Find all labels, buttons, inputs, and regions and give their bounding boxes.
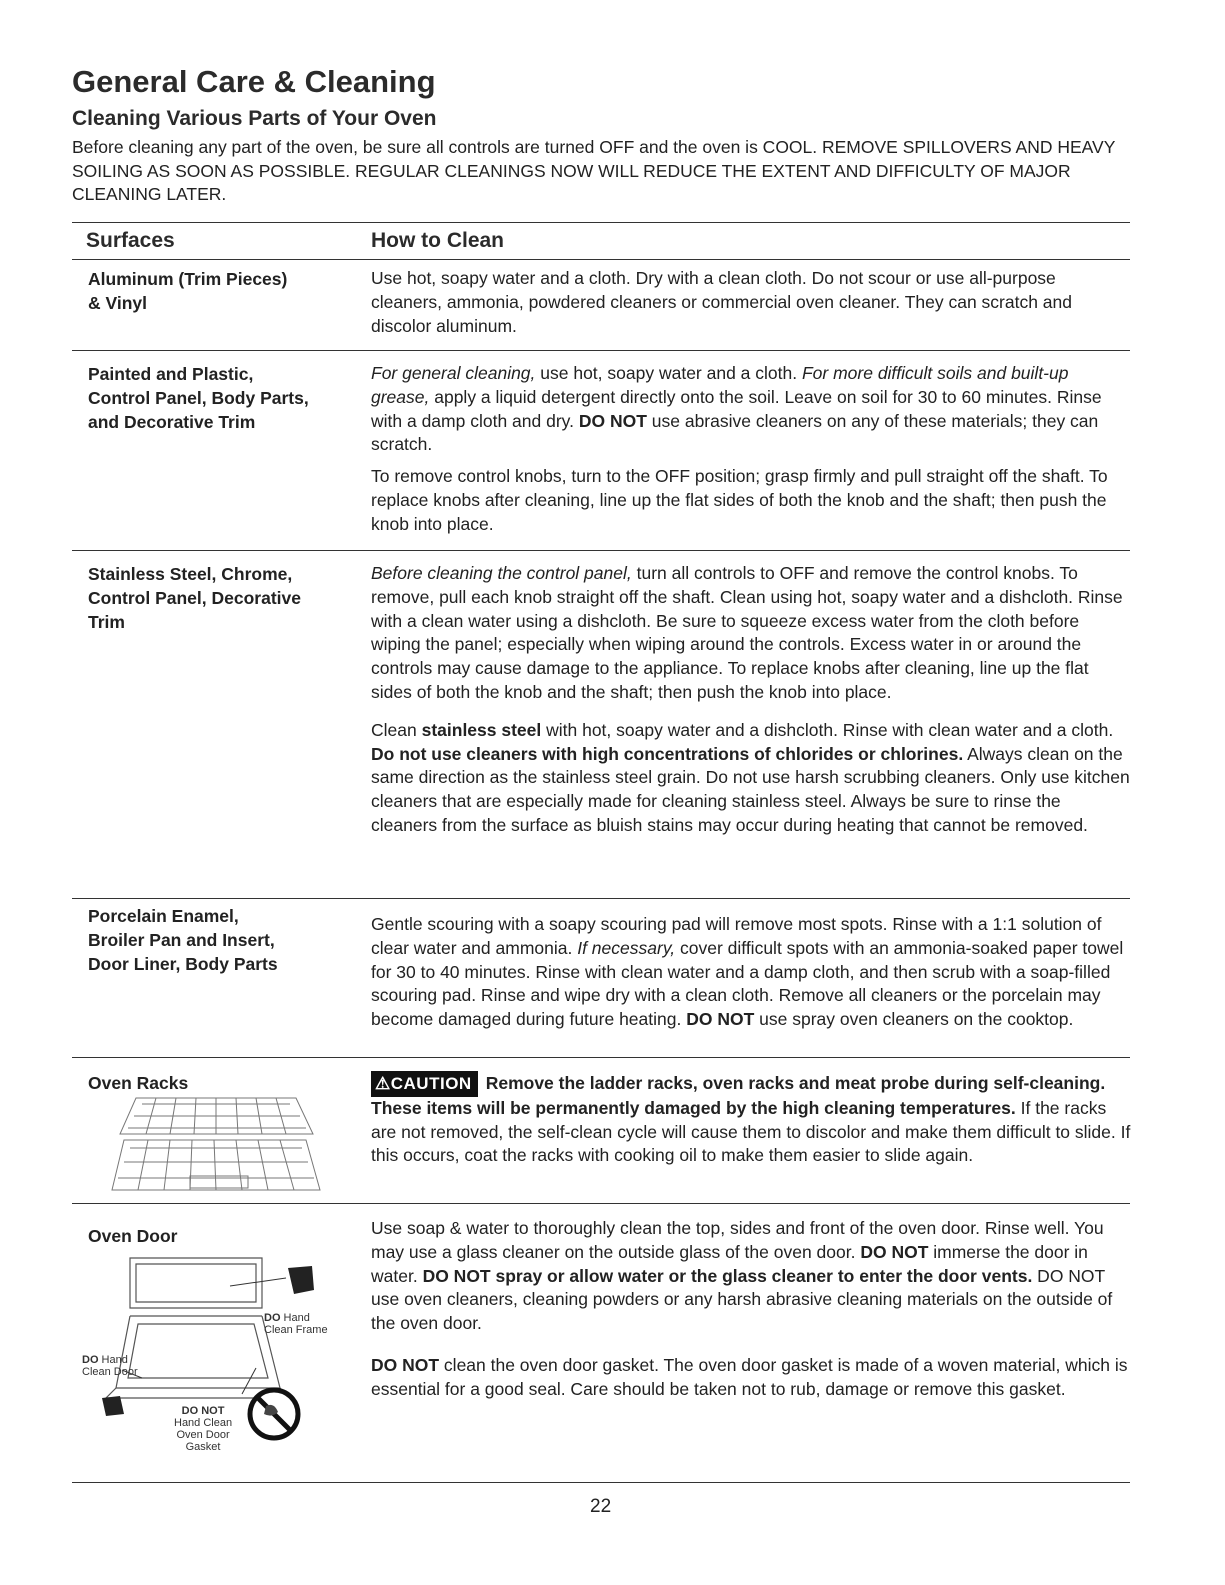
emphasis-bold: stainless steel: [421, 719, 542, 740]
warning-text: DO NOT: [578, 410, 647, 431]
surface-line: and Decorative Trim: [88, 412, 256, 432]
emphasis: For general cleaning,: [371, 363, 536, 383]
row-rule: [72, 550, 1130, 551]
figure-label-text: Clean Frame: [264, 1324, 328, 1336]
figure-label-text: Hand: [280, 1312, 310, 1324]
intro-paragraph: Before cleaning any part of the oven, be sure all controls are turned OFF and the oven is COOL. REMOVE SPILLOVERS AND HEAVY SOILING AS SOON AS POSSIBLE. REGULAR CLEANINGS NOW WILL REDUCE THE EXTENT AND DIFFICULTY OF MAJOR CLEANING LATER.: [72, 137, 1116, 204]
text: use hot, soapy water and a cloth.: [535, 363, 802, 383]
warning-triangle-icon: ⚠: [375, 1074, 391, 1093]
how-oven-racks: [371, 1071, 1131, 1168]
surface-line: Painted and Plastic,: [88, 364, 254, 384]
text: apply a liquid detergent directly onto the soil. Leave on soil for 30 to 60 minutes. Rinse with a damp cloth and dry.: [371, 386, 1102, 431]
surface-line: Aluminum (Trim Pieces): [88, 269, 288, 289]
instruction-paragraph: To remove control knobs, turn to the OFF position; grasp firmly and pull straight off the shaft. To replace knobs after cleaning, line up the flat sides of both the knob and the shaft; then push the knob into place.: [371, 466, 1108, 534]
warning-text: Do not use cleaners with high concentrations of chlorides or chlorines.: [371, 743, 964, 764]
text: clean the oven door gasket. The oven door gasket is made of a woven material, which is essential for a good seal. Care should be taken not to rub, damage or remove this gasket.: [371, 1354, 1128, 1399]
page-title: General Care & Cleaning: [72, 64, 436, 99]
surface-line: Oven Door: [88, 1226, 178, 1246]
column-header-surfaces: Surfaces: [86, 229, 175, 252]
text: immerse the door in water.: [371, 1241, 1088, 1286]
how-painted-plastic: [371, 362, 1131, 537]
instruction-paragraph: [371, 719, 1131, 838]
row-rule: [72, 898, 1130, 899]
figure-label-hand-clean-door: [82, 1354, 138, 1378]
surface-line: Control Panel, Body Parts,: [88, 388, 309, 408]
figure-label-hand-clean-frame: [264, 1312, 328, 1336]
page-number: 22: [590, 1496, 612, 1517]
figure-label-text: Oven Door: [176, 1429, 230, 1441]
row-rule: [72, 1057, 1130, 1058]
surface-line: Stainless Steel, Chrome,: [88, 564, 293, 584]
text: Clean: [371, 719, 422, 740]
text: with hot, soapy water and a dishcloth. Rinse with clean water and a cloth.: [541, 719, 1114, 740]
figure-label-text: Hand: [98, 1354, 128, 1366]
instruction-paragraph: Use hot, soapy water and a cloth. Dry with a clean cloth. Do not scour or use all-purpose cleaners, ammonia, powdered cleaners or commercial oven cleaner. They can scratch and discolor aluminum.: [371, 268, 1072, 336]
surface-line: & Vinyl: [88, 293, 148, 313]
oven-rack-illustration: [108, 1094, 323, 1196]
instruction-paragraph: [371, 1217, 1131, 1336]
how-oven-door: [371, 1217, 1131, 1402]
instruction-paragraph: [371, 1071, 1131, 1168]
surface-line: Trim: [88, 612, 125, 632]
figure-label-strong: DO: [264, 1312, 281, 1324]
table-bottom-rule: [72, 1482, 1130, 1483]
text: Gentle scouring with a soapy scouring pad will remove most spots. Rinse with a 1:1 solution of clear water and ammonia.: [371, 914, 1102, 958]
column-header-how-to-clean: How to Clean: [371, 229, 505, 252]
how-stainless-steel: [371, 562, 1131, 838]
surface-line: Porcelain Enamel,: [88, 906, 239, 926]
text: If the racks are not removed, the self-clean cycle will cause them to discolor and make them difficult to slide. If this occurs, coat the racks with cooking oil to make them easier to slide again.: [371, 1097, 1131, 1166]
surface-line: Door Liner, Body Parts: [88, 954, 278, 974]
instruction-paragraph: [371, 1354, 1131, 1402]
surface-stainless-steel: [88, 562, 353, 634]
row-rule: [72, 350, 1130, 351]
text: turn all controls to OFF and remove the control knobs. To remove, pull each knob straight off the shaft. Clean using hot, soapy water and a dishcloth. Rinse with a clean water using a dishcloth. Be sure to squeeze excess water from the cloth before wiping the panel; especially when wiping around the controls. Excess water in or around the controls may cause damage to the appliance. To replace knobs after cleaning, line up the flat sides of both the knob and the shaft; then push the knob into place.: [371, 563, 1123, 702]
text: use spray oven cleaners on the cooktop.: [754, 1009, 1074, 1030]
emphasis: If necessary,: [577, 937, 676, 958]
caution-badge: [371, 1071, 478, 1097]
instruction-paragraph: [371, 562, 1131, 705]
instruction-paragraph: [371, 913, 1131, 1032]
text: Always clean on the same direction as the stainless steel grain. Do not use harsh scrubbing cleaners. Only use kitchen cleaners that are especially made for cleaning stainless steel. Always be sure to rinse the cleaners from the surface as bluish stains may occur during heating that cannot be removed.: [371, 743, 1130, 835]
emphasis: Before cleaning the control panel,: [371, 563, 632, 583]
header-rule: [72, 259, 1130, 260]
figure-label-strong: DO: [82, 1354, 99, 1366]
how-aluminum: [371, 267, 1131, 338]
warning-text: DO NOT: [860, 1241, 929, 1262]
surface-line: Control Panel, Decorative: [88, 588, 301, 608]
table-top-rule: [72, 222, 1130, 223]
surface-line: Broiler Pan and Insert,: [88, 930, 275, 950]
figure-label-strong: DO NOT: [181, 1405, 225, 1417]
text: Use soap & water to thoroughly clean the top, sides and front of the oven door. Rinse well. You may use a glass cleaner on the outside glass of the oven door.: [371, 1218, 1104, 1262]
warning-text: Remove the ladder racks, oven racks and meat probe during self-cleaning. These items will be permanently damaged by the high cleaning temperatures.: [371, 1073, 1106, 1118]
figure-label-text: Clean Door: [82, 1366, 138, 1378]
surface-oven-racks: [88, 1071, 353, 1095]
caution-label: CAUTION: [390, 1074, 472, 1093]
figure-label-do-not-clean-gasket: [174, 1405, 232, 1453]
emphasis: For more difficult soils and built-up grease,: [371, 363, 1069, 407]
surface-porcelain-enamel: [88, 904, 353, 976]
text: use abrasive cleaners on any of these materials; they can scratch.: [371, 410, 1099, 455]
figure-label-text: Gasket: [185, 1441, 221, 1453]
surface-line: Oven Racks: [88, 1073, 189, 1093]
warning-text: DO NOT spray or allow water or the glass cleaner to enter the door vents.: [422, 1265, 1033, 1286]
surface-painted-plastic: [88, 362, 353, 434]
text: DO NOT use oven cleaners, cleaning powders or any harsh abrasive cleaning materials on the outside of the oven door.: [371, 1265, 1113, 1334]
instruction-paragraph: [371, 362, 1131, 457]
surface-aluminum: [88, 267, 353, 315]
how-porcelain-enamel: [371, 913, 1131, 1032]
row-rule: [72, 1203, 1130, 1204]
section-subtitle: Cleaning Various Parts of Your Oven: [72, 107, 437, 130]
figure-label-text: Hand Clean: [174, 1417, 233, 1429]
warning-text: DO NOT: [371, 1354, 440, 1375]
warning-text: DO NOT: [686, 1009, 755, 1030]
text: cover difficult spots with an ammonia-soaked paper towel for 30 to 40 minutes. Rinse with clean water and a damp cloth, and then scrub with a soap-filled scouring pad. Rinse and wipe dry with a clean cloth. Remove all cleaners or the porcelain may become damaged during future heating.: [371, 937, 1124, 1030]
